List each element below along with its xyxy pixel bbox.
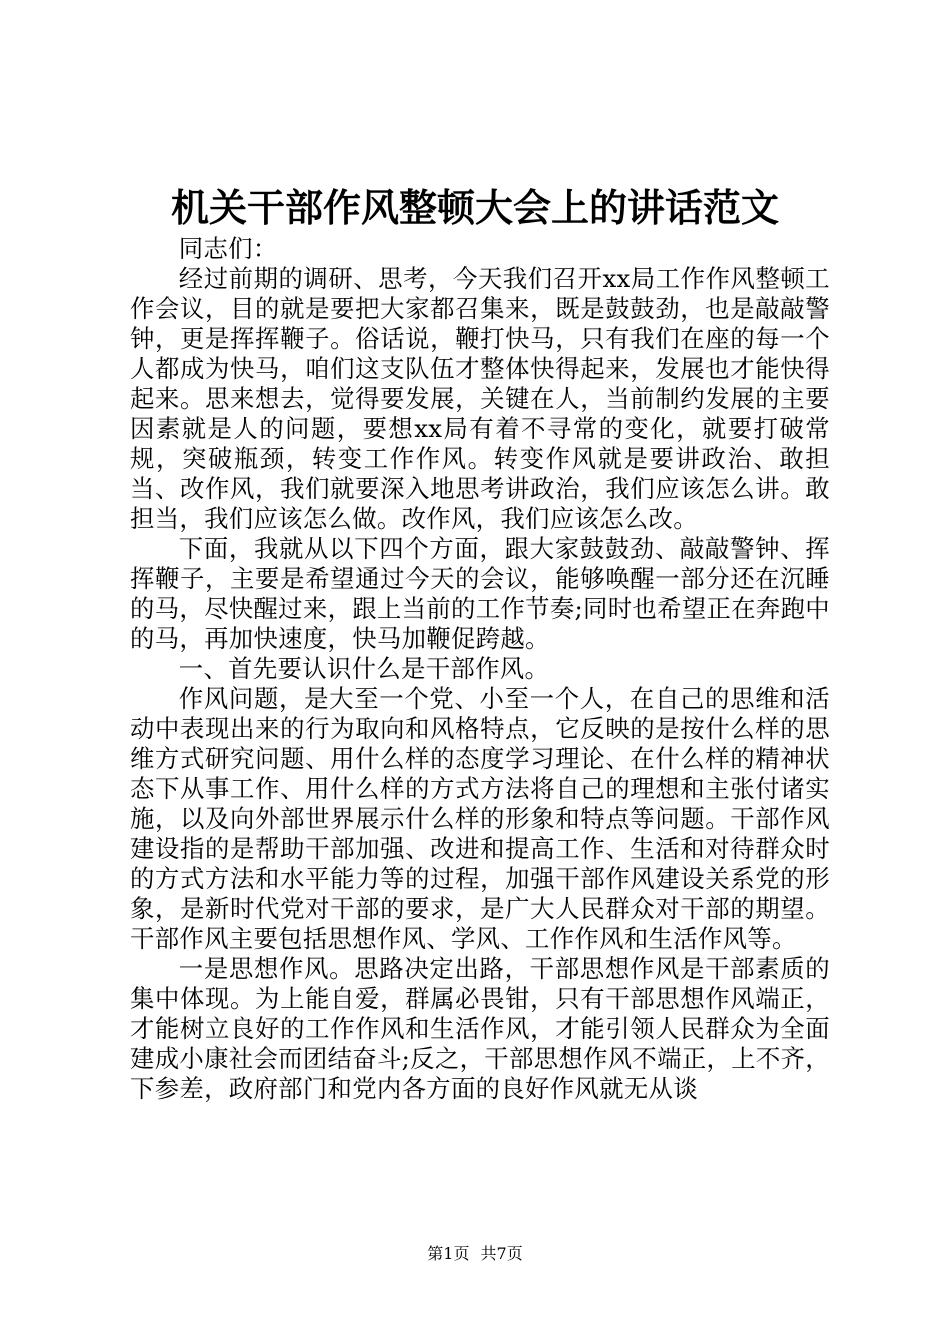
body-paragraph: 经过前期的调研、思考，今天我们召开xx局工作作风整顿工作会议，目的就是要把大家都召集来，既是鼓鼓劲，也是敲敲警钟，更是挥挥鞭子。俗话说，鞭打快马，只有我们在座的每一个人都成为快马，咱们这支队伍才整体快得起来，发展也才能快得起来。思来想去，觉得要发展，关键在人，当前制约发展的主要因素就是人的问题，要想xx局有着不寻常的变化，就要打破常规，突破瓶颈，转变工作作风。转变作风就是要讲政治、敢担当、改作风，我们就要深入地思考讲政治，我们应该怎么讲。敢担当，我们应该怎么做。改作风，我们应该怎么改。 bbox=[130, 264, 830, 533]
salutation-paragraph: 同志们： bbox=[178, 234, 278, 263]
body-paragraph: 下面，我就从以下四个方面，跟大家鼓鼓劲、敲敲警钟、挥挥鞭子，主要是希望通过今天的会议，能够唤醒一部分还在沉睡的马，尽快醒过来，跟上当前的工作节奏;同时也希望正在奔跑中的马，再加快速度，快马加鞭促跨越。 bbox=[130, 534, 830, 653]
body-paragraph: 作风问题，是大至一个党、小至一个人，在自己的思维和活动中表现出来的行为取向和风格特点，它反映的是按什么样的思维方式研究问题、用什么样的态度学习理论、在什么样的精神状态下从事工作、用什么样的方式方法将自己的理想和主张付诸实施，以及向外部世界展示什么样的形象和特点等问题。干部作风建设指的是帮助干部加强、改进和提高工作、生活和对待群众时的方式方法和水平能力等的过程，加强干部作风建设关系党的形象，是新时代党对干部的要求，是广大人民群众对干部的期望。干部作风主要包括思想作风、学风、工作作风和生活作风等。 bbox=[130, 684, 830, 953]
page-footer bbox=[0, 1243, 950, 1265]
page-number: 第1页 bbox=[427, 1244, 470, 1263]
document-title: 机关干部作风整顿大会上的讲话范文 bbox=[170, 185, 779, 230]
section-heading: 一、首先要认识什么是干部作风。 bbox=[178, 654, 550, 683]
body-paragraph: 一是思想作风。思路决定出路，干部思想作风是干部素质的集中体现。为上能自爱，群属必畏钳，只有干部思想作风端正，才能树立良好的工作作风和生活作风，才能引领人民群众为全面建成小康社会而团结奋斗;反之，干部思想作风不端正，上不齐，下参差，政府部门和党内各方面的良好作风就无从谈 bbox=[130, 954, 830, 1103]
page-total: 共7页 bbox=[480, 1244, 523, 1263]
document-body bbox=[130, 234, 830, 1104]
